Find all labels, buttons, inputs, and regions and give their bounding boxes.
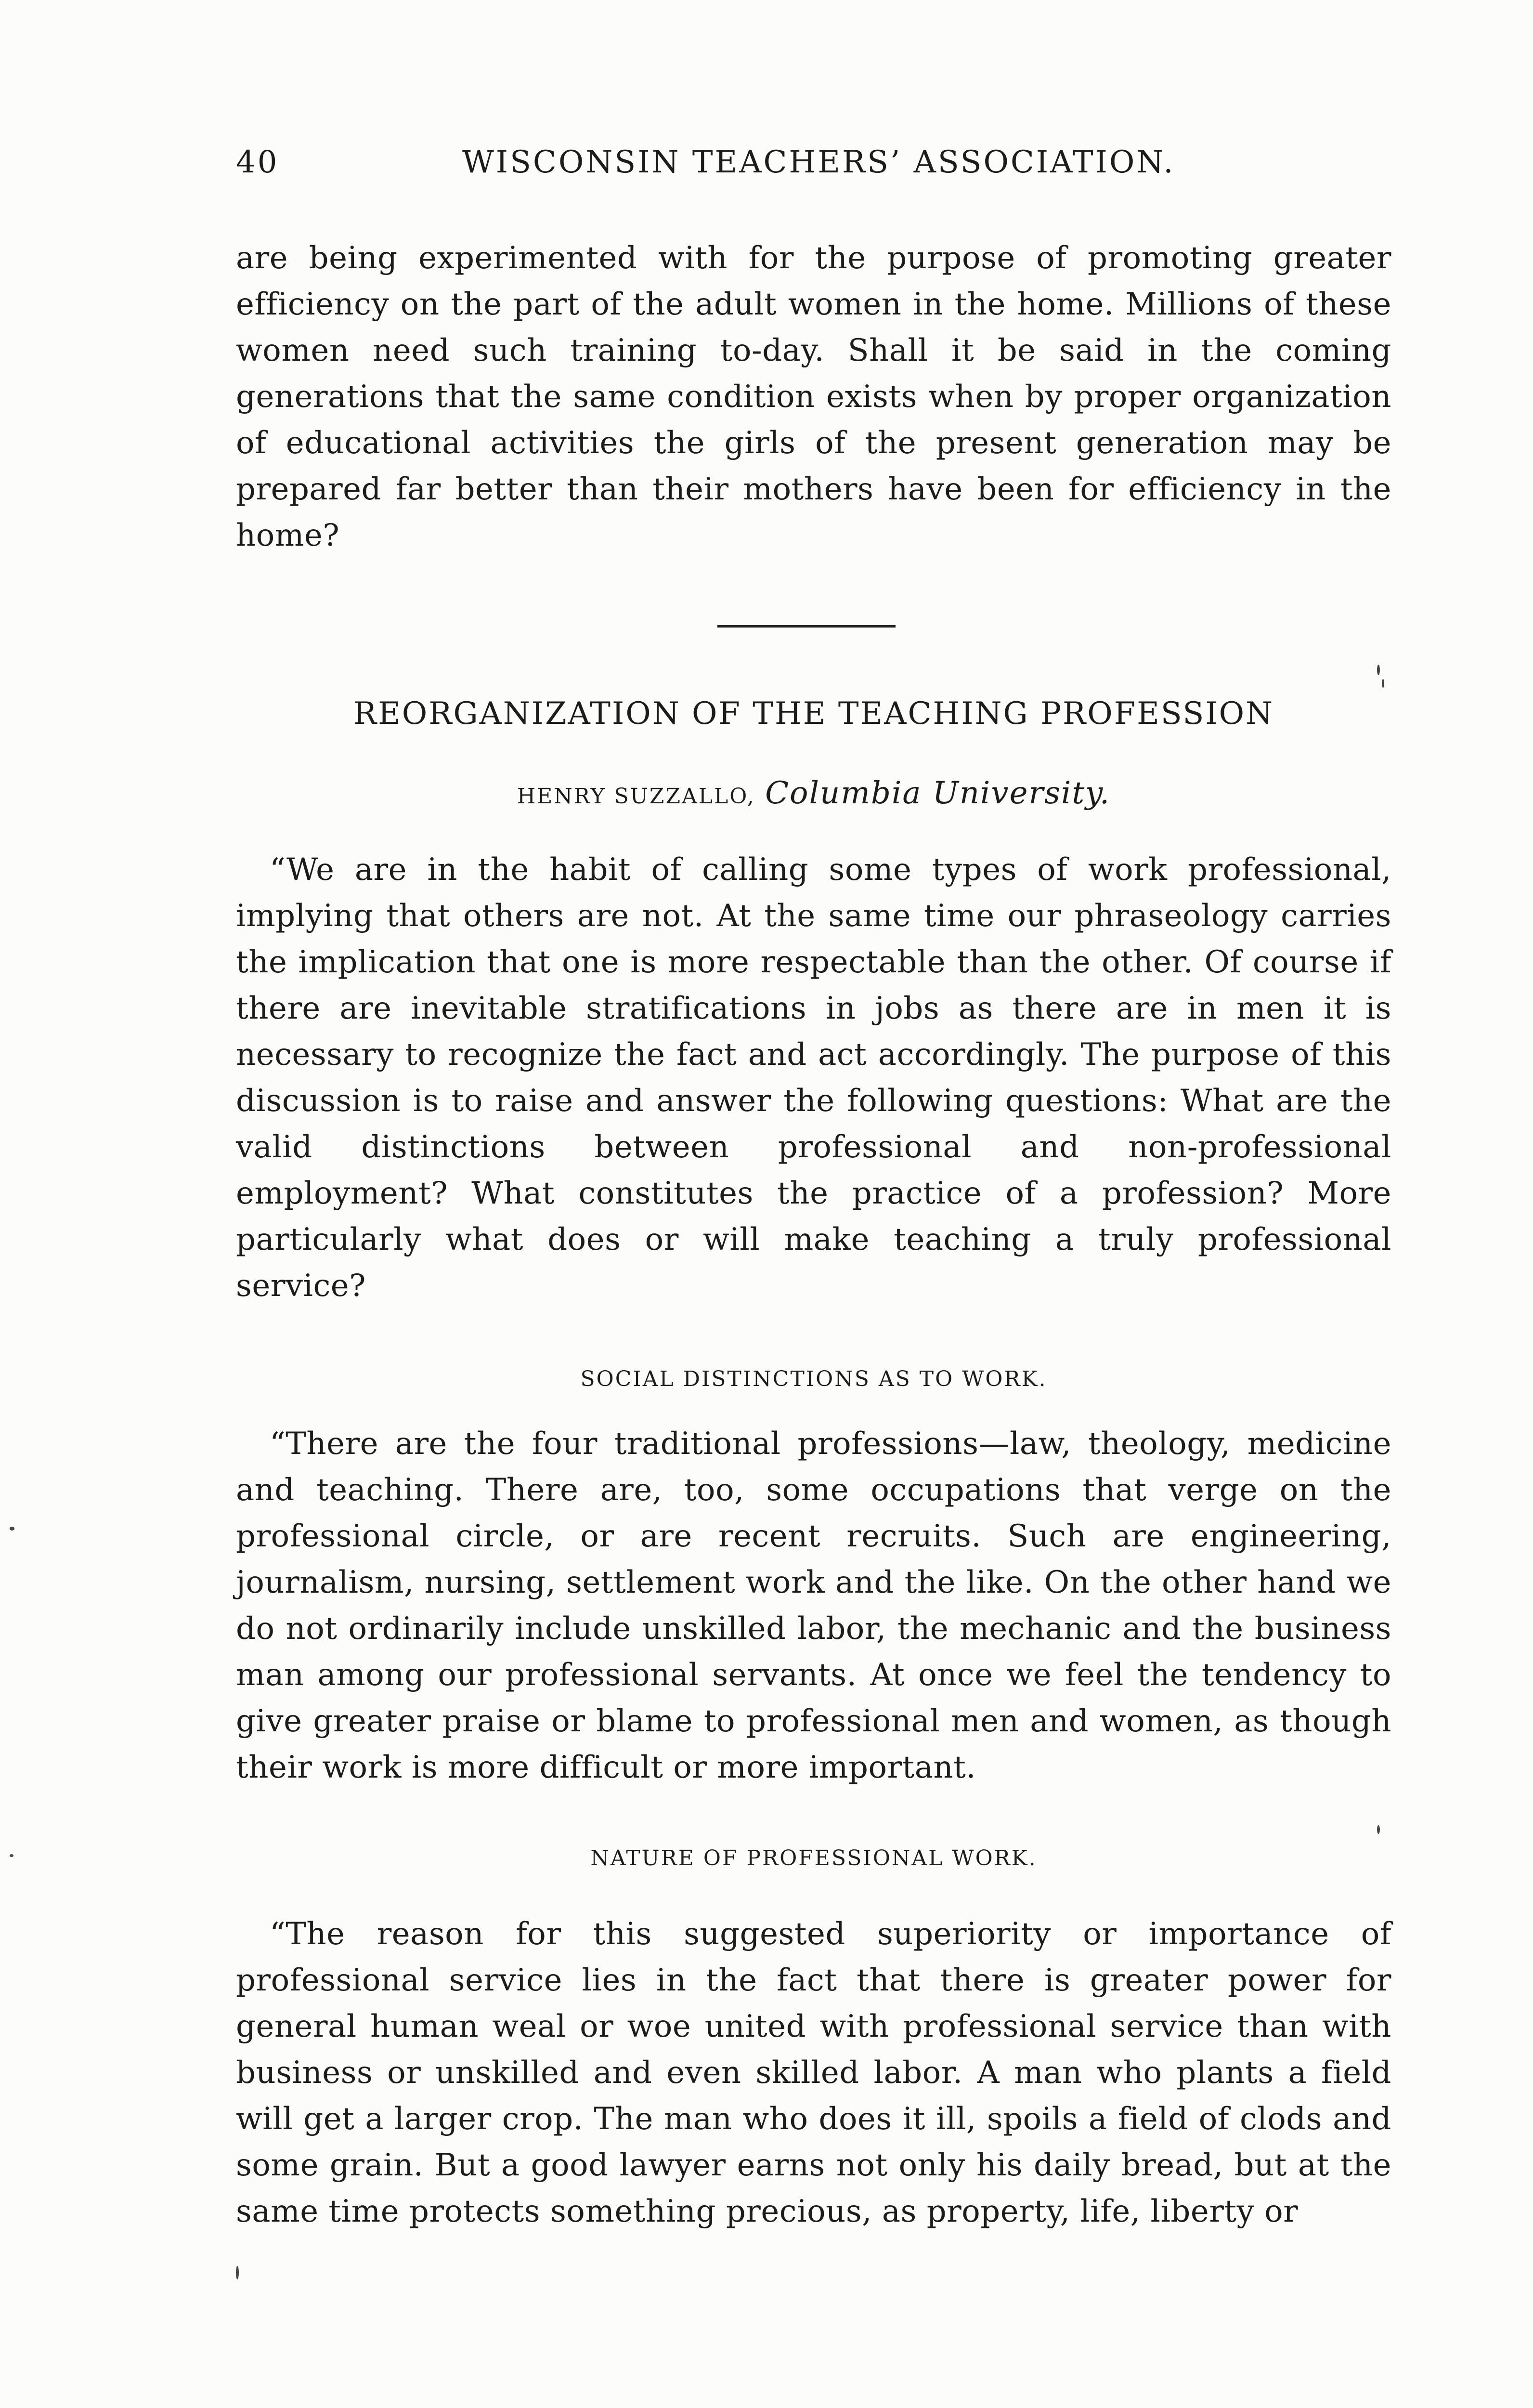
nature-of-work-block bbox=[236, 1911, 1391, 2235]
continuation-paragraph: are being experimented with for the purpose of promoting greater efficiency on the part of the adult women in the home. Millions of these women need such training to-day. Shall it be said in the coming generations that the same condition exists when by proper organization of educational activities the girls of the present generation may be prepared far better than their mothers have been for efficiency in the home? bbox=[236, 240, 1391, 553]
page-header bbox=[236, 144, 1199, 193]
scan-speck bbox=[10, 1854, 13, 1857]
scan-speck bbox=[1377, 1825, 1380, 1834]
byline bbox=[236, 775, 1391, 811]
scan-speck bbox=[10, 1527, 14, 1531]
section-divider bbox=[717, 625, 896, 628]
author-affiliation: Columbia University. bbox=[765, 775, 1111, 811]
page-number: 40 bbox=[236, 144, 279, 180]
intro-block bbox=[236, 847, 1391, 1309]
running-title: WISCONSIN TEACHERS’ ASSOCIATION. bbox=[462, 144, 1175, 180]
section-heading-nature-of-work: NATURE OF PROFESSIONAL WORK. bbox=[590, 1846, 1037, 1871]
intro-paragraph: “We are in the habit of calling some types of work professional, implying that others are not. At the same time our phraseology carries the implication that one is more respectable than the other. Of course if there are inevitable stratifications in jobs as there are in men it is necessary to recognize the fact and act accordingly. The purpose of this discussion is to raise and answer the following questions: What are the valid distinctions between professional and non-professional employment? What constitutes the practice of a profession? More particularly what does or will make teaching a truly professional service? bbox=[236, 852, 1391, 1304]
author-name: HENRY SUZZALLO, bbox=[517, 784, 755, 809]
article-title: REORGANIZATION OF THE TEACHING PROFESSION bbox=[353, 696, 1274, 732]
scan-speck bbox=[1377, 665, 1380, 675]
section-paragraph: “The reason for this suggested superiority or importance of professional service lies in the fact that there is greater power for general human weal or woe united with professional service than with business or unskilled and even skilled labor. A man who plants a field will get a larger crop. The man who does it ill, spoils a field of clods and some grain. But a good lawyer earns not only his daily bread, but at the same time protects something precious, as property, life, liberty or bbox=[236, 1916, 1391, 2229]
scan-speck bbox=[236, 2266, 239, 2279]
section-heading-social-distinctions: SOCIAL DISTINCTIONS AS TO WORK. bbox=[580, 1367, 1047, 1391]
section-paragraph: “There are the four traditional professions—law, theology, medicine and teaching. There are, too, some occupations that verge on the professional circle, or are recent recruits. Such are engineering, journalism, nursing, settlement work and the like. On the other hand we do not ordinarily include unskilled labor, the mechanic and the business man among our professional servants. At once we feel the tendency to give greater praise or blame to professional men and women, as though their work is more difficult or more important. bbox=[236, 1426, 1391, 1785]
scan-speck bbox=[1382, 679, 1384, 688]
continuation-block bbox=[236, 235, 1391, 559]
social-distinctions-block bbox=[236, 1421, 1391, 1791]
